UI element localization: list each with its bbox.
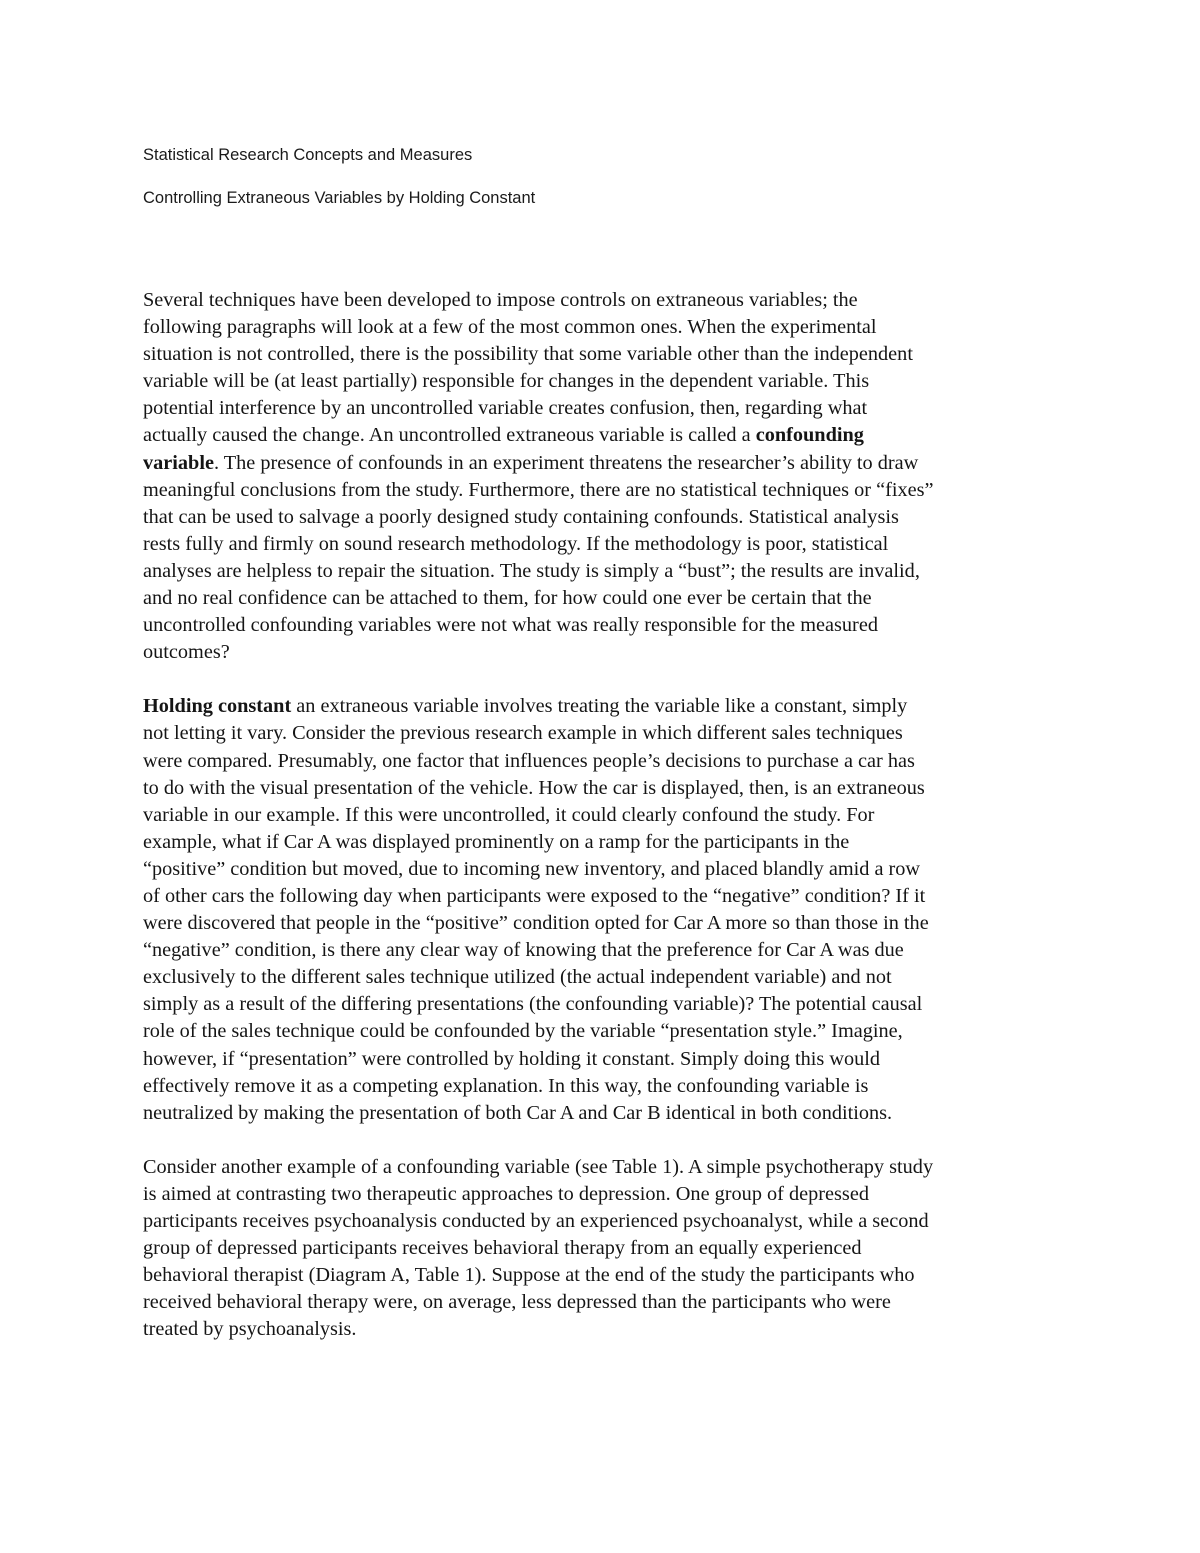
text-run: outcomes? <box>143 641 230 664</box>
paragraph-line <box>143 1073 1058 1100</box>
paragraph-line <box>143 720 1058 747</box>
paragraph-line <box>143 1046 1058 1073</box>
document-body <box>143 287 1058 1370</box>
text-run: to do with the visual presentation of the vehicle. How the car is displayed, then, is an extraneous <box>143 776 925 799</box>
text-run: of other cars the following day when participants were exposed to the “negative” condition? If it <box>143 884 926 907</box>
text-run: following paragraphs will look at a few of the most common ones. When the experimental <box>143 316 877 339</box>
body-paragraph <box>143 693 1058 1127</box>
bold-term: Holding constant <box>143 695 292 718</box>
paragraph-line <box>143 964 1058 991</box>
paragraph-line <box>143 693 1058 720</box>
text-run: received behavioral therapy were, on average, less depressed than the participants who were <box>143 1291 891 1314</box>
paragraph-line <box>143 531 1058 558</box>
text-run: treated by psychoanalysis. <box>143 1318 357 1341</box>
text-run: uncontrolled confounding variables were not what was really responsible for the measured <box>143 614 878 637</box>
text-run: effectively remove it as a competing explanation. In this way, the confounding variable is <box>143 1074 869 1097</box>
text-run: were compared. Presumably, one factor that influences people’s decisions to purchase a car has <box>143 749 915 772</box>
paragraph-line <box>143 341 1058 368</box>
paragraph-line <box>143 395 1058 422</box>
paragraph-line <box>143 558 1058 585</box>
text-run: meaningful conclusions from the study. Furthermore, there are no statistical techniques or “fixes” <box>143 478 934 501</box>
paragraph-line <box>143 314 1058 341</box>
text-run: group of depressed participants receives behavioral therapy from an equally experienced <box>143 1237 862 1260</box>
paragraph-line <box>143 856 1058 883</box>
text-run: Consider another example of a confounding variable (see Table 1). A simple psychotherapy study <box>143 1155 934 1178</box>
document-subtitle: Controlling Extraneous Variables by Holding Constant <box>143 189 536 207</box>
text-run: potential interference by an uncontrolled variable creates confusion, then, regarding what <box>143 397 868 420</box>
text-run: exclusively to the different sales technique utilized (the actual independent variable) and not <box>143 966 892 989</box>
paragraph-line <box>143 1018 1058 1045</box>
paragraph-line <box>143 937 1058 964</box>
text-run: however, if “presentation” were controlled by holding it constant. Simply doing this would <box>143 1047 881 1070</box>
text-run: actually caused the change. An uncontrolled extraneous variable is called a <box>143 424 756 447</box>
paragraph-line <box>143 368 1058 395</box>
paragraph-line <box>143 829 1058 856</box>
paragraph-line <box>143 802 1058 829</box>
paragraph-line <box>143 639 1058 666</box>
paragraph-line <box>143 1316 1058 1343</box>
paragraph-line <box>143 422 1058 449</box>
text-run: “positive” condition but moved, due to incoming new inventory, and placed blandly amid a row <box>143 857 921 880</box>
text-run: behavioral therapist (Diagram A, Table 1). Suppose at the end of the study the participants who <box>143 1264 915 1287</box>
paragraph-line <box>143 775 1058 802</box>
text-run: variable will be (at least partially) responsible for changes in the dependent variable. This <box>143 370 870 393</box>
paragraph-line <box>143 883 1058 910</box>
paragraph-line <box>143 450 1058 477</box>
paragraph-line <box>143 1100 1058 1127</box>
text-run: rests fully and firmly on sound research methodology. If the methodology is poor, statistical <box>143 532 889 555</box>
text-run: variable in our example. If this were uncontrolled, it could clearly confound the study. For <box>143 803 875 826</box>
paragraph-line <box>143 1289 1058 1316</box>
text-run: simply as a result of the differing presentations (the confounding variable)? The potential causal <box>143 993 923 1016</box>
text-run: analyses are helpless to repair the situation. The study is simply a “bust”; the results are invalid, <box>143 559 920 582</box>
text-run: is aimed at contrasting two therapeutic approaches to depression. One group of depressed <box>143 1182 869 1205</box>
paragraph-line <box>143 504 1058 531</box>
paragraph-line <box>143 1181 1058 1208</box>
text-run: situation is not controlled, there is the possibility that some variable other than the independent <box>143 343 913 366</box>
text-run: role of the sales technique could be confounded by the variable “presentation style.” Imagine, <box>143 1020 903 1043</box>
body-paragraph <box>143 1154 1058 1344</box>
paragraph-line <box>143 287 1058 314</box>
paragraph-line <box>143 1262 1058 1289</box>
text-run: neutralized by making the presentation of both Car A and Car B identical in both conditions. <box>143 1101 893 1124</box>
paragraph-line <box>143 612 1058 639</box>
paragraph-line <box>143 910 1058 937</box>
text-run: participants receives psychoanalysis conducted by an experienced psychoanalyst, while a second <box>143 1210 929 1232</box>
text-run: an extraneous variable involves treating the variable like a constant, simply <box>291 695 908 718</box>
paragraph-line <box>143 748 1058 775</box>
paragraph-line <box>143 991 1058 1018</box>
paragraph-line <box>143 1208 1058 1235</box>
paragraph-line <box>143 477 1058 504</box>
document-title: Statistical Research Concepts and Measures <box>143 146 473 164</box>
text-run: and no real confidence can be attached to them, for how could one ever be certain that the <box>143 587 872 610</box>
bold-term: confounding <box>755 424 864 447</box>
text-run: that can be used to salvage a poorly designed study containing confounds. Statistical analysis <box>143 505 899 528</box>
paragraph-line <box>143 1235 1058 1262</box>
bold-term: variable <box>143 451 214 474</box>
text-run: not letting it vary. Consider the previous research example in which different sales techniques <box>143 722 903 745</box>
text-run: example, what if Car A was displayed prominently on a ramp for the participants in the <box>143 830 850 853</box>
text-run: were discovered that people in the “positive” condition opted for Car A more so than those in the <box>143 912 929 935</box>
text-run: . The presence of confounds in an experiment threatens the researcher’s ability to draw <box>213 451 919 474</box>
paragraph-line <box>143 1154 1058 1181</box>
body-paragraph <box>143 287 1058 666</box>
text-run: “negative” condition, is there any clear way of knowing that the preference for Car A was due <box>143 939 904 962</box>
text-run: Several techniques have been developed to impose controls on extraneous variables; the <box>143 289 858 311</box>
paragraph-line <box>143 585 1058 612</box>
